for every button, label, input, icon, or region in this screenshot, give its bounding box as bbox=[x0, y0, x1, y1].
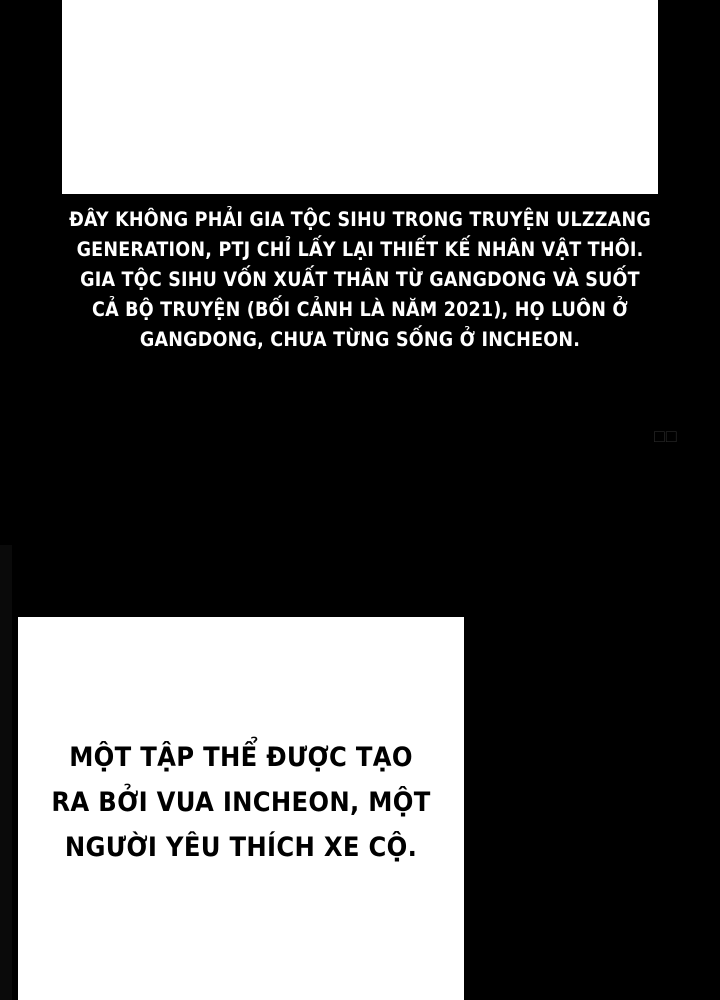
faint-background-mark: □□ bbox=[654, 426, 678, 446]
bottom-art-panel bbox=[18, 617, 464, 1000]
caption-line: RA BỞI VUA INCHEON, MỘT bbox=[51, 787, 431, 818]
bottom-panel-caption bbox=[18, 735, 464, 870]
left-edge-sliver bbox=[0, 545, 12, 1000]
caption-line: MỘT TẬP THỂ ĐƯỢC TẠO bbox=[69, 742, 413, 773]
caption-line: CẢ BỘ TRUYỆN (BỐI CẢNH LÀ NĂM 2021), HỌ LUÔN Ở bbox=[92, 298, 628, 321]
narrator-caption bbox=[0, 205, 720, 355]
caption-line: NGƯỜI YÊU THÍCH XE CỘ. bbox=[64, 832, 418, 863]
caption-line: GIA TỘC SIHU VỐN XUẤT THÂN TỪ GANGDONG VÀ SUỐT bbox=[80, 268, 640, 291]
caption-line: ĐÂY KHÔNG PHẢI GIA TỘC SIHU TRONG TRUYỆN ULZZANG bbox=[69, 208, 651, 231]
caption-line: GENERATION, PTJ CHỈ LẤY LẠI THIẾT KẾ NHÂN VẬT THÔI. bbox=[76, 238, 644, 261]
top-art-panel bbox=[62, 0, 658, 194]
caption-line: GANGDONG, CHƯA TỪNG SỐNG Ở INCHEON. bbox=[139, 328, 581, 351]
